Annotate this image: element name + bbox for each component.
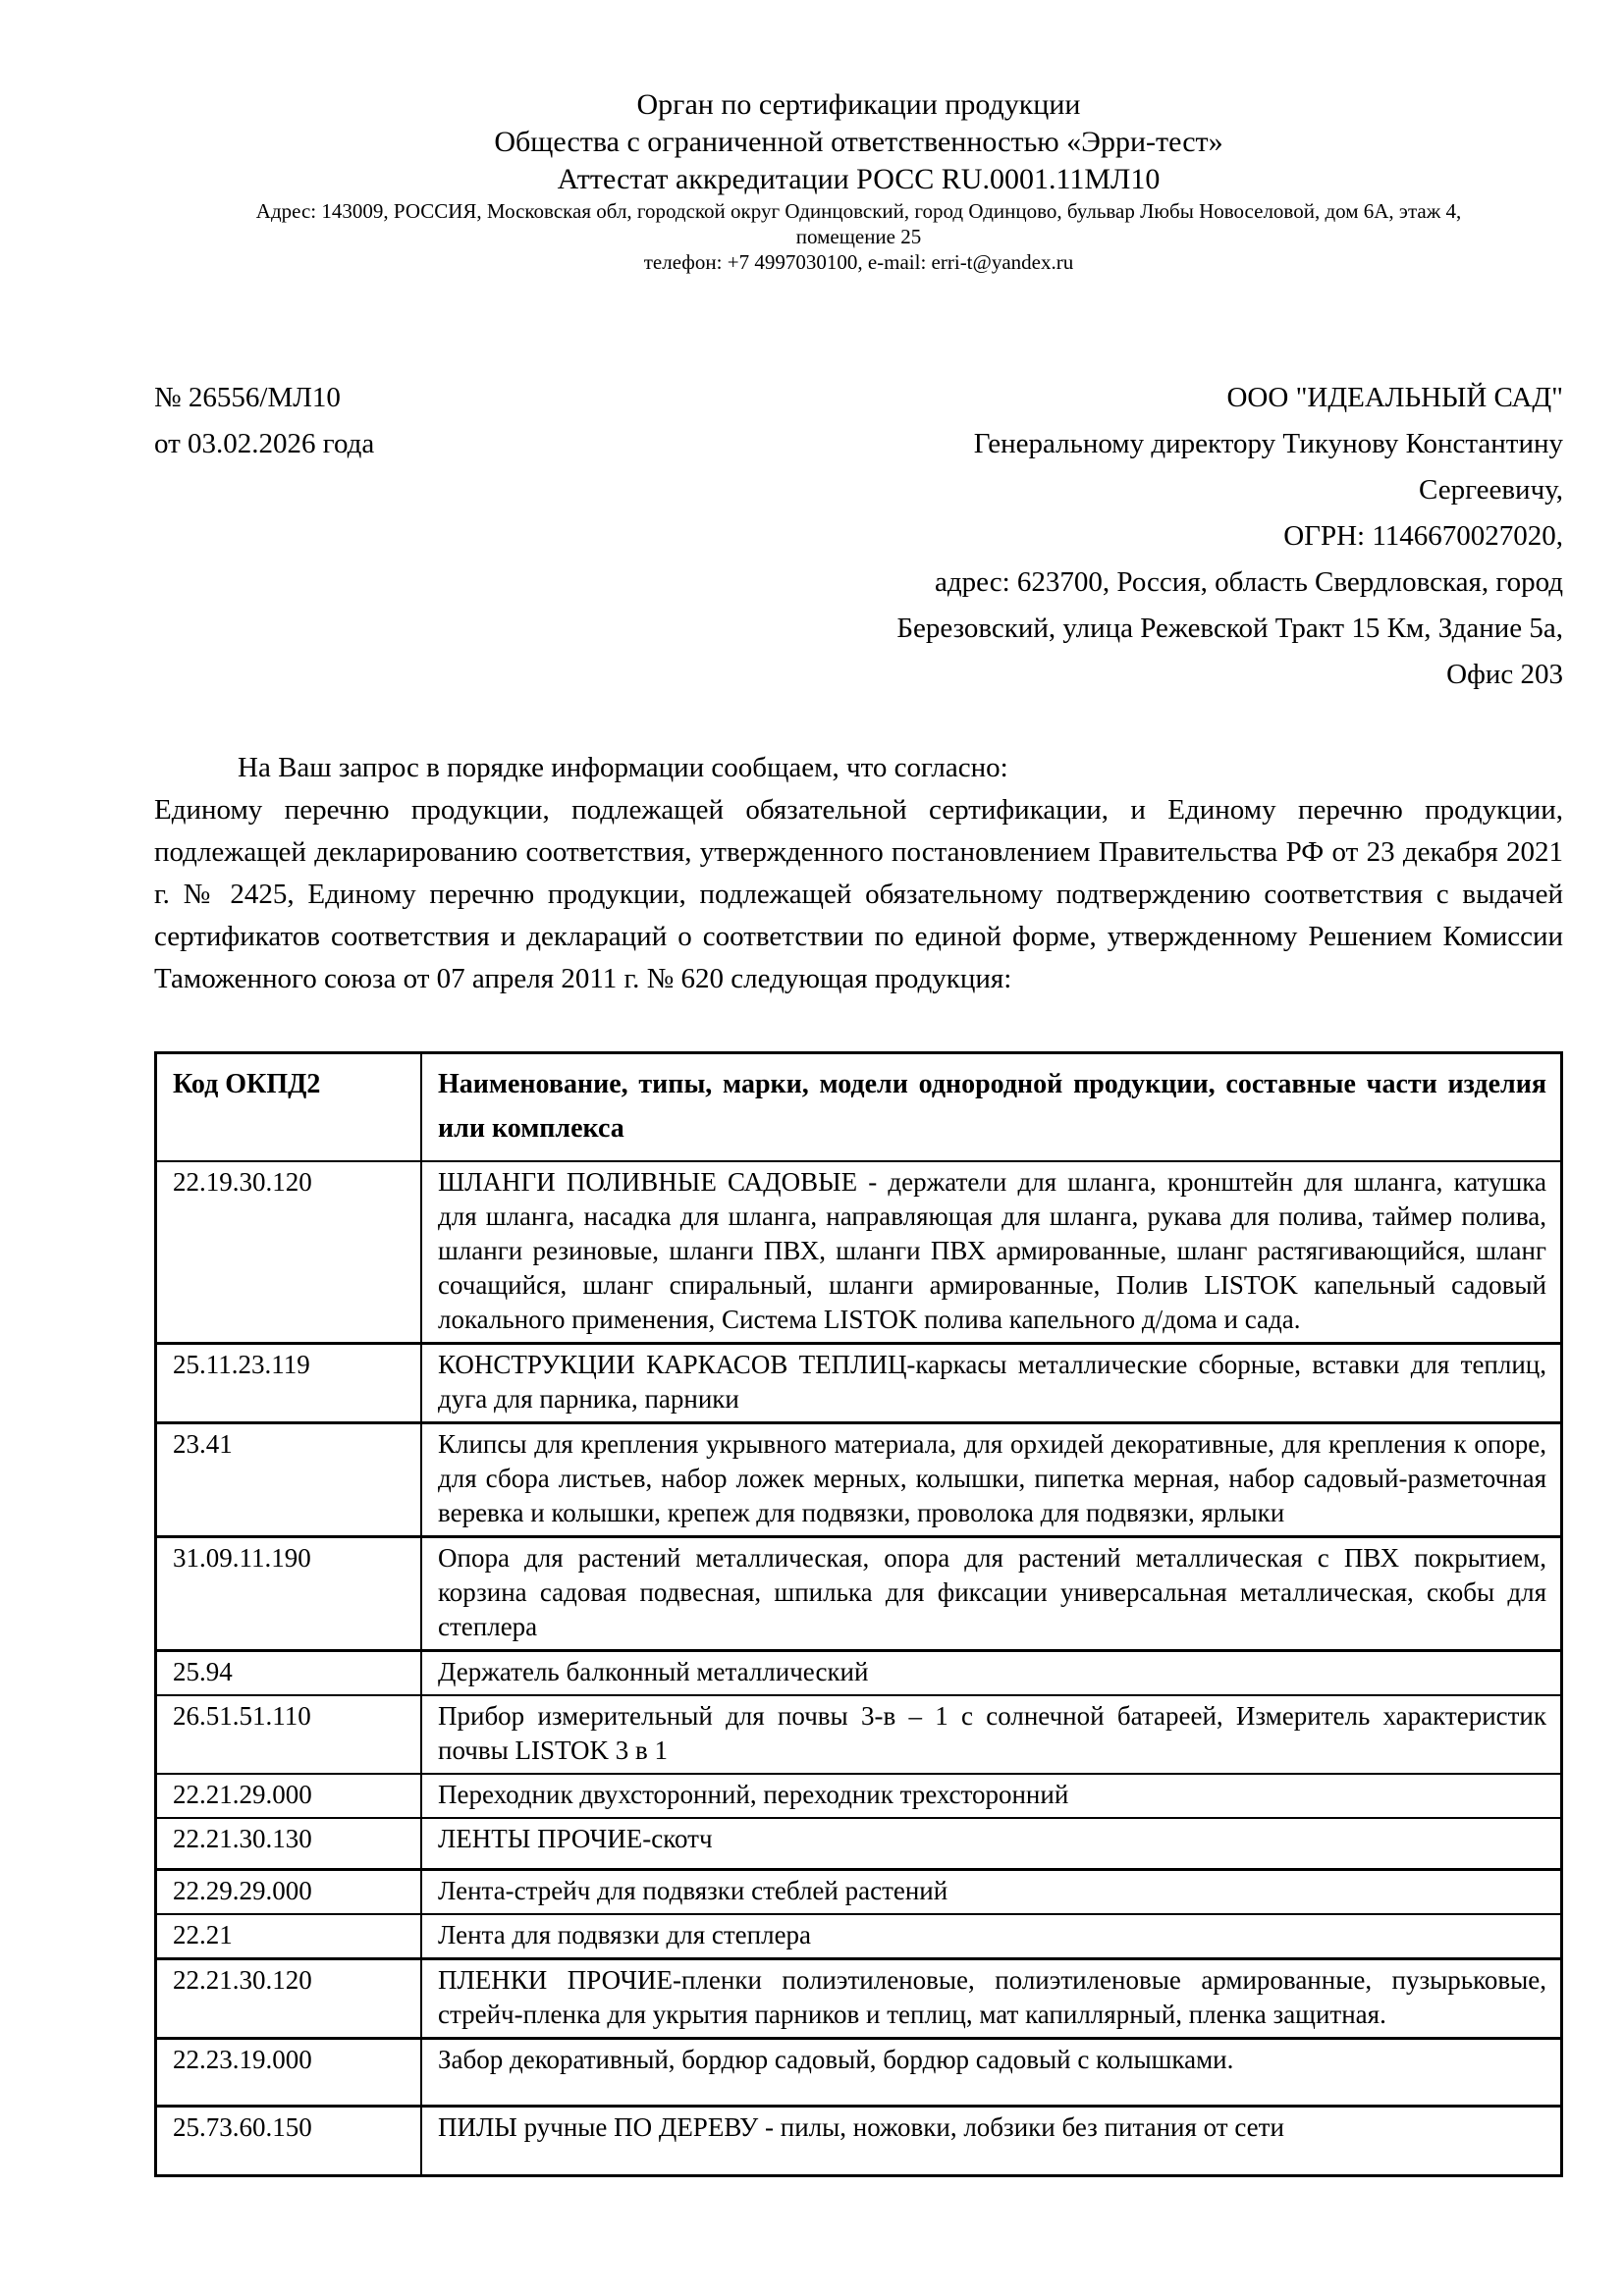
cell-product-description: ЛЕНТЫ ПРОЧИЕ-скотч [421, 1818, 1562, 1870]
body-paragraph: Единому перечню продукции, подлежащей обязательной сертификации, и Единому перечню продукции, подлежащей декларированию соответствия, утвержденного постановлением Правительства РФ от 23 декабря 2021 г. № 2425, Единому перечню продукции, подлежащей обязательному подтверждению соответствия с выдачей сертификатов соответствия и деклараций о соответствии по единой форме, утвержденному Решением Комиссии Таможенного союза от 07 апреля 2011 г. № 620 следующая продукция: [154, 794, 1563, 994]
letterhead-address-line1: Адрес: 143009, РОССИЯ, Московская обл, городской округ Одинцовский, город Одинцово, бульвар Любы Новоселовой, дом 6А, этаж 4, [255, 199, 1462, 223]
recipient-line: ООО "ИДЕАЛЬНЫЙ САД" [1226, 382, 1563, 413]
cell-okpd2-code: 22.21.30.130 [156, 1818, 422, 1870]
table-row [156, 1774, 1562, 1818]
cell-product-description: Держатель балконный металлический [421, 1651, 1562, 1696]
cell-product-description: Опора для растений металлическая, опора для растений металлическая с ПВХ покрытием, корзина садовая подвесная, шпилька для фиксации универсальная металлическая, скобы для степлера [421, 1537, 1562, 1651]
table-row [156, 1344, 1562, 1423]
recipient-line: Офис 203 [1446, 659, 1563, 690]
cell-okpd2-code: 22.21 [156, 1914, 422, 1959]
body-intro: На Ваш запрос в порядке информации сообщаем, что согласно: [238, 752, 1008, 783]
table-row [156, 2039, 1562, 2107]
cell-product-description: Переходник двухсторонний, переходник трехсторонний [421, 1774, 1562, 1818]
letterhead [154, 86, 1563, 275]
cell-okpd2-code: 26.51.51.110 [156, 1695, 422, 1774]
letter-number: № 26556/МЛ10 [154, 382, 341, 413]
letterhead-address-line2: помещение 25 [795, 225, 922, 248]
cell-okpd2-code: 22.29.29.000 [156, 1870, 422, 1915]
cell-okpd2-code: 25.94 [156, 1651, 422, 1696]
recipient-line: Сергеевичу, [1419, 474, 1563, 506]
recipient-line: Генеральному директору Тикунову Константину [973, 428, 1563, 459]
header-code-okpd2: Код ОКПД2 [156, 1053, 422, 1162]
table-row [156, 1423, 1562, 1537]
table-row [156, 1959, 1562, 2039]
cell-product-description: Лента-стрейч для подвязки стеблей растений [421, 1870, 1562, 1915]
table-row [156, 1161, 1562, 1344]
recipient-block [679, 375, 1563, 698]
recipient-line: адрес: 623700, Россия, область Свердловская, город [935, 566, 1563, 598]
cell-okpd2-code: 22.21.30.120 [156, 1959, 422, 2039]
cell-product-description: Лента для подвязки для степлера [421, 1914, 1562, 1959]
reference-recipient-row [154, 375, 1563, 698]
recipient-line: Березовский, улица Режевской Тракт 15 Км, Здание 5а, [896, 613, 1563, 644]
cell-product-description: КОНСТРУКЦИИ КАРКАСОВ ТЕПЛИЦ-каркасы металлические сборные, вставки для теплиц, дуга для парника, парники [421, 1344, 1562, 1423]
products-table [154, 1051, 1563, 2177]
letterhead-phone-email: телефон: +7 4997030100, e-mail: erri-t@yandex.ru [643, 250, 1074, 274]
table-row [156, 1914, 1562, 1959]
letterhead-org-line2: Общества с ограниченной ответственностью «Эрри-тест» [494, 126, 1223, 158]
table-row [156, 2107, 1562, 2176]
letter-date: от 03.02.2026 года [154, 428, 375, 459]
products-table-header [156, 1053, 1562, 1162]
header-product-name: Наименование, типы, марки, модели однородной продукции, составные части изделия или комплекса [421, 1053, 1562, 1162]
cell-product-description: ПЛЕНКИ ПРОЧИЕ-пленки полиэтиленовые, полиэтиленовые армированные, пузырьковые, стрейч-пленка для укрытия парников и теплиц, мат капиллярный, пленка защитная. [421, 1959, 1562, 2039]
products-table-body [156, 1161, 1562, 2176]
table-row [156, 1651, 1562, 1696]
table-row [156, 1818, 1562, 1870]
cell-product-description: ШЛАНГИ ПОЛИВНЫЕ САДОВЫЕ - держатели для шланга, кронштейн для шланга, катушка для шланга, насадка для шланга, направляющая для шланга, рукава для полива, таймер полива, шланги резиновые, шланги ПВХ, шланги ПВХ армированные, шланг растягивающийся, шланг сочащийся, шланг спиральный, шланги армированные, Полив LISTOK капельный садовый локального применения, Система LISTOK полива капельного д/дома и сада. [421, 1161, 1562, 1344]
recipient-line: ОГРН: 1146670027020, [1283, 520, 1563, 552]
table-row [156, 1870, 1562, 1915]
reference-block [154, 375, 374, 698]
cell-okpd2-code: 25.73.60.150 [156, 2107, 422, 2176]
cell-okpd2-code: 31.09.11.190 [156, 1537, 422, 1651]
table-row [156, 1695, 1562, 1774]
cell-product-description: Прибор измерительный для почвы 3-в – 1 с солнечной батареей, Измеритель характеристик почвы LISTOK 3 в 1 [421, 1695, 1562, 1774]
cell-product-description: Клипсы для крепления укрывного материала, для орхидей декоративные, для крепления к опоре, для сбора листьев, набор ложек мерных, колышки, пипетка мерная, набор садовый-разметочная веревка и колышки, крепеж для подвязки, проволока для подвязки, ярлыки [421, 1423, 1562, 1537]
cell-okpd2-code: 22.23.19.000 [156, 2039, 422, 2107]
letterhead-org-line1: Орган по сертификации продукции [636, 88, 1081, 121]
cell-okpd2-code: 25.11.23.119 [156, 1344, 422, 1423]
cell-okpd2-code: 22.21.29.000 [156, 1774, 422, 1818]
table-row [156, 1537, 1562, 1651]
cell-okpd2-code: 22.19.30.120 [156, 1161, 422, 1344]
cell-product-description: ПИЛЫ ручные ПО ДЕРЕВУ - пилы, ножовки, лобзики без питания от сети [421, 2107, 1562, 2176]
letterhead-attestation: Аттестат аккредитации РОСС RU.0001.11МЛ10 [557, 163, 1161, 195]
cell-okpd2-code: 23.41 [156, 1423, 422, 1537]
cell-product-description: Забор декоративный, бордюр садовый, бордюр садовый с колышками. [421, 2039, 1562, 2107]
